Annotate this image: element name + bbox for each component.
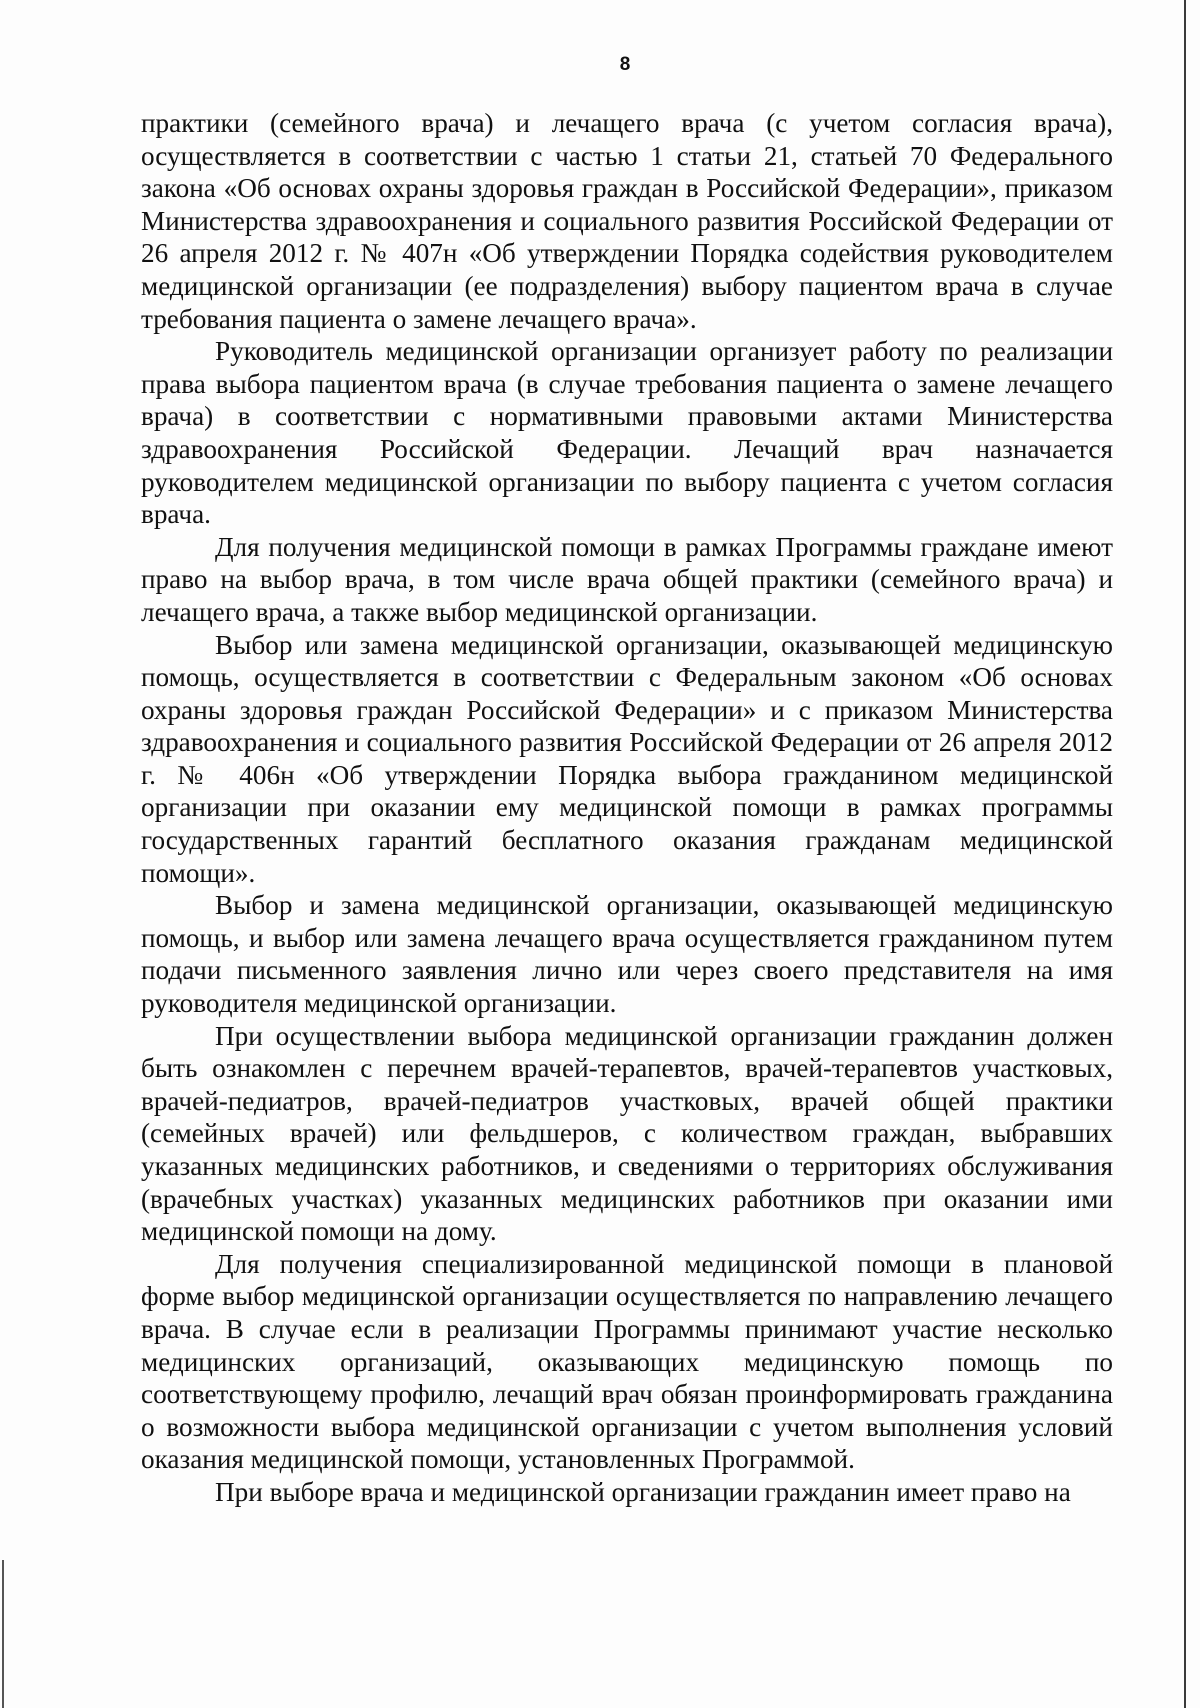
paragraph-continuation: практики (семейного врача) и лечащего врача (с учетом согласия врача), осуществляется в соответствии с частью 1 статьи 21, статьей 70 Федерального закона «Об основах охраны здоровья граждан в Российской Федерации», приказом Министерства здравоохранения и социального развития Российской Федерации от 26 апреля 2012 г. № 407н «Об утверждении Порядка содействия руководителем медицинской организации (ее подразделения) выбору пациентом врача в случае требования пациента о замене лечащего врача». [141,108,1113,334]
paragraph: Для получения специализированной медицинской помощи в плановой форме выбор медицинской организации осуществляется по направлению лечащего врача. В случае если в реализации Программы принимают участие несколько медицинских организаций, оказывающих медицинскую помощь по соответствующему профилю, лечащий врач обязан проинформировать гражданина о возможности выбора медицинской организации с учетом выполнения условий оказания медицинской помощи, установленных Программой. [141,1248,1113,1475]
paragraph: При осуществлении выбора медицинской организации гражданин должен быть ознакомлен с перечнем врачей-терапевтов, врачей-терапевтов участковых, врачей-педиатров, врачей-педиатров участковых, врачей общей практики (семейных врачей) или фельдшеров, с количеством граждан, выбравших указанных медицинских работников, и сведениями о территориях обслуживания (врачебных участках) указанных медицинских работников при оказании ими медицинской помощи на дому. [141,1020,1113,1247]
paragraph-truncated: При выборе врача и медицинской организации гражданин имеет право на [215,1476,1071,1507]
paragraph: Для получения медицинской помощи в рамках Программы граждане имеют право на выбор врача, в том числе врача общей практики (семейного врача) и лечащего врача, а также выбор медицинской организации. [141,531,1113,627]
scan-edge-left [2,1560,4,1708]
scan-edge-right [1184,0,1186,1708]
paragraph: Выбор и замена медицинской организации, оказывающей медицинскую помощь, и выбор или замена лечащего врача осуществляется гражданином путем подачи письменного заявления лично или через своего представителя на имя руководителя медицинской организации. [141,890,1113,1019]
document-body [141,107,1113,1509]
paragraph: Выбор или замена медицинской организации, оказывающей медицинскую помощь, осуществляется в соответствии с Федеральным законом «Об основах охраны здоровья граждан Российской Федерации» и с приказом Министерства здравоохранения и социального развития Российской Федерации от 26 апреля 2012 г. № 406н «Об утверждении Порядка выбора гражданином медицинской организации при оказании ему медицинской помощи в рамках программы государственных гарантий бесплатного оказания гражданам медицинской помощи». [141,629,1113,888]
page-number: 8 [619,54,631,75]
paragraph: Руководитель медицинской организации организует работу по реализации права выбора пациентом врача (в случае требования пациента о замене лечащего врача) в соответствии с нормативными правовыми актами Министерства здравоохранения Российской Федерации. Лечащий врач назначается руководителем медицинской организации по выбору пациента с учетом согласия врача. [141,336,1113,530]
